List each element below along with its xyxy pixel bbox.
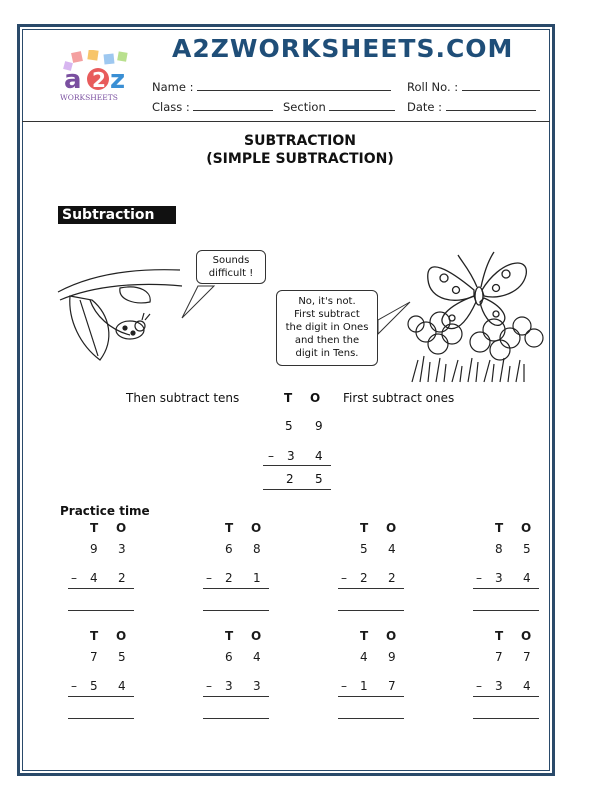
section-badge: Subtraction (58, 206, 176, 224)
top-ones-digit: 8 (253, 542, 261, 556)
ones-header: O (251, 629, 262, 643)
top-tens-digit: 5 (360, 542, 368, 556)
tens-header: T (360, 629, 369, 643)
minus-sign: – (476, 679, 482, 693)
answer-line[interactable] (68, 610, 134, 611)
practice-problem (203, 521, 273, 621)
answer-rule (68, 588, 134, 589)
first-subtract-ones-label: First subtract ones (343, 391, 455, 405)
top-tens-digit: 6 (225, 542, 233, 556)
class-label: Class : (152, 100, 190, 114)
answer-rule (473, 696, 539, 697)
worksheet-title: SUBTRACTION (244, 133, 356, 149)
ones-header: O (521, 521, 532, 535)
practice-title: Practice time (60, 504, 150, 518)
svg-text:a: a (64, 65, 82, 95)
top-tens-digit: 4 (360, 650, 368, 664)
bottom-ones-digit: 1 (253, 571, 261, 585)
bottom-tens-digit: 2 (360, 571, 368, 585)
top-tens-digit: 8 (495, 542, 503, 556)
top-ones-digit: 4 (253, 650, 261, 664)
example-rule (263, 465, 331, 466)
name-label: Name : (152, 80, 194, 94)
example-digit: 4 (315, 449, 323, 463)
bottom-ones-digit: 4 (118, 679, 126, 693)
answer-line[interactable] (473, 610, 539, 611)
bottom-ones-digit: 2 (388, 571, 396, 585)
bottom-tens-digit: 5 (90, 679, 98, 693)
bubble2-line: First subtract (294, 309, 360, 320)
tens-header: T (90, 521, 99, 535)
top-tens-digit: 9 (90, 542, 98, 556)
practice-problem (473, 521, 543, 621)
practice-problem (338, 521, 408, 621)
bottom-tens-digit: 2 (225, 571, 233, 585)
practice-problem (68, 521, 138, 621)
answer-line[interactable] (203, 718, 269, 719)
example-digit: 5 (285, 419, 293, 433)
answer-line[interactable] (68, 718, 134, 719)
top-ones-digit: 3 (118, 542, 126, 556)
name-field[interactable] (197, 80, 391, 91)
bottom-tens-digit: 1 (360, 679, 368, 693)
worksheet-subtitle: (SIMPLE SUBTRACTION) (206, 151, 394, 167)
minus-sign: – (71, 571, 77, 585)
roll-field[interactable] (462, 80, 540, 91)
example-ones-header: O (310, 391, 321, 405)
example-rule (263, 489, 331, 490)
example-minus-sign: – (268, 449, 274, 463)
ones-header: O (116, 521, 127, 535)
bottom-ones-digit: 4 (523, 679, 531, 693)
class-field[interactable] (193, 100, 273, 111)
practice-problem (473, 629, 543, 729)
minus-sign: – (206, 571, 212, 585)
top-tens-digit: 7 (495, 650, 503, 664)
answer-line[interactable] (338, 610, 404, 611)
answer-rule (203, 696, 269, 697)
bubble2-line: No, it's not. (298, 296, 356, 307)
tens-header: T (225, 521, 234, 535)
minus-sign: – (341, 679, 347, 693)
ones-header: O (386, 629, 397, 643)
bubble1-line: difficult ! (208, 268, 254, 279)
example-digit: 9 (315, 419, 323, 433)
answer-line[interactable] (203, 610, 269, 611)
answer-rule (473, 588, 539, 589)
logo-subtext: WORKSHEETS (60, 93, 118, 102)
ones-header: O (386, 521, 397, 535)
ones-header: O (116, 629, 127, 643)
svg-text:z: z (110, 65, 126, 95)
bottom-ones-digit: 2 (118, 571, 126, 585)
answer-rule (338, 696, 404, 697)
date-field[interactable] (446, 100, 536, 111)
bottom-ones-digit: 7 (388, 679, 396, 693)
minus-sign: – (341, 571, 347, 585)
tens-header: T (495, 629, 504, 643)
tens-header: T (225, 629, 234, 643)
example-tens-header: T (284, 391, 293, 405)
top-tens-digit: 7 (90, 650, 98, 664)
practice-problem (338, 629, 408, 729)
example-digit: 3 (287, 449, 295, 463)
bottom-tens-digit: 3 (495, 571, 503, 585)
tens-header: T (90, 629, 99, 643)
speech-bubble-caterpillar (196, 250, 266, 284)
a2z-logo (58, 50, 138, 102)
answer-line[interactable] (338, 718, 404, 719)
bottom-ones-digit: 4 (523, 571, 531, 585)
answer-rule (68, 696, 134, 697)
bubble2-line: the digit in Ones (285, 322, 369, 333)
header-divider (22, 121, 550, 122)
bottom-tens-digit: 3 (495, 679, 503, 693)
practice-problem (203, 629, 273, 729)
answer-line[interactable] (473, 718, 539, 719)
site-title: A2ZWORKSHEETS.COM (172, 34, 514, 63)
top-ones-digit: 5 (118, 650, 126, 664)
section-field[interactable] (329, 100, 395, 111)
tens-header: T (495, 521, 504, 535)
example-result-digit: 2 (286, 472, 294, 486)
tens-header: T (360, 521, 369, 535)
answer-rule (203, 588, 269, 589)
ones-header: O (251, 521, 262, 535)
bottom-tens-digit: 3 (225, 679, 233, 693)
bubble2-line: and then the (294, 335, 360, 346)
minus-sign: – (476, 571, 482, 585)
date-label: Date : (407, 100, 443, 114)
minus-sign: – (71, 679, 77, 693)
answer-rule (338, 588, 404, 589)
roll-label: Roll No. : (407, 80, 459, 94)
practice-problem (68, 629, 138, 729)
top-ones-digit: 9 (388, 650, 396, 664)
bottom-ones-digit: 3 (253, 679, 261, 693)
speech-bubble-butterfly (276, 290, 378, 366)
bottom-tens-digit: 4 (90, 571, 98, 585)
example-result-digit: 5 (315, 472, 323, 486)
section-label: Section (283, 100, 326, 114)
top-ones-digit: 5 (523, 542, 531, 556)
top-ones-digit: 4 (388, 542, 396, 556)
then-subtract-tens-label: Then subtract tens (126, 391, 240, 405)
bubble2-line: digit in Tens. (295, 348, 359, 359)
bubble1-line: Sounds (212, 255, 250, 266)
ones-header: O (521, 629, 532, 643)
top-tens-digit: 6 (225, 650, 233, 664)
top-ones-digit: 7 (523, 650, 531, 664)
svg-text:2: 2 (92, 68, 106, 92)
minus-sign: – (206, 679, 212, 693)
